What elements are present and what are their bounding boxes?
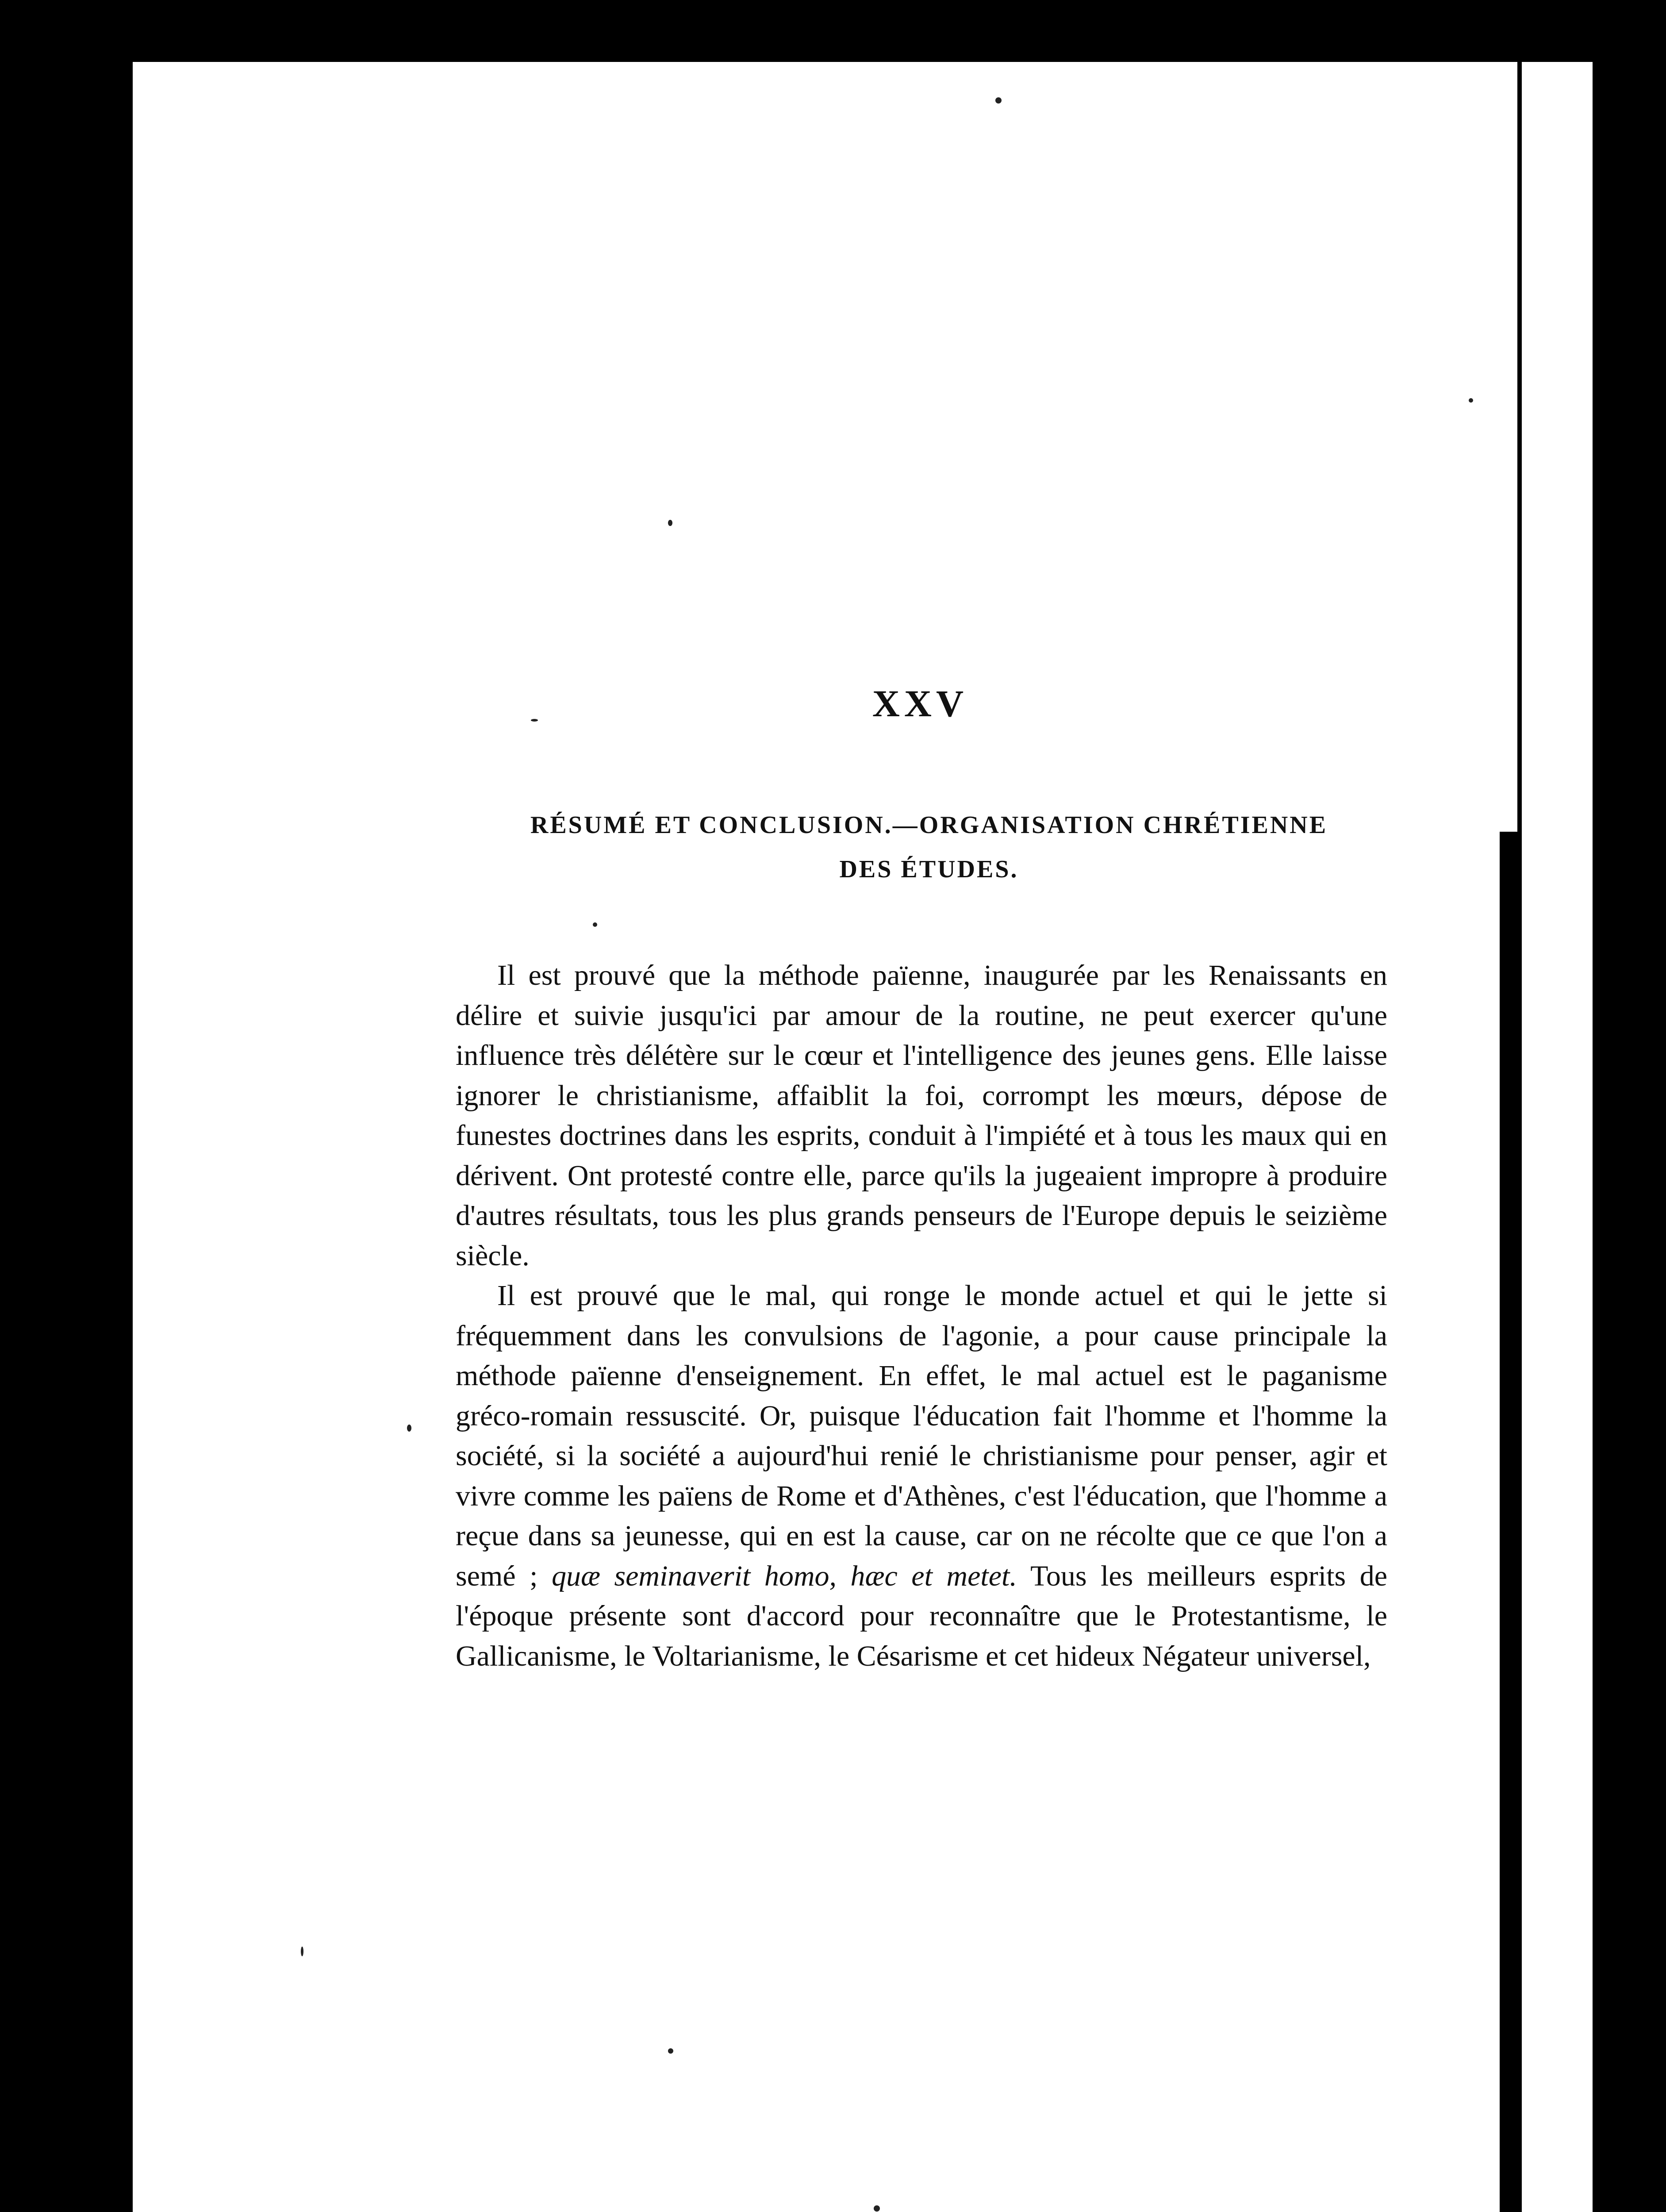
scan-speck: [301, 1947, 303, 1956]
scan-speck: [874, 2205, 880, 2212]
scan-speck: [995, 97, 1002, 104]
scan-speck: [593, 922, 597, 927]
paragraph-text: Tous les meilleurs esprits de l'époque présente sont d'accord pour reconnaître que le Protestantisme, le Gallicanisme, le Voltarianisme, le Césarisme et cet hideux Négateur universel,: [456, 1559, 1388, 1672]
scan-speck: [668, 520, 672, 526]
paragraph: Il est prouvé que la méthode païenne, inaugurée par les Renaissants en délire et suivie jusqu'ici par amour de la routine, ne peut exercer qu'une influence très délétère sur le cœur et l'intelligence des jeunes gens. Elle laisse ignorer le christianisme, affaiblit la foi, corrompt les mœurs, dépose de funestes doctrines dans les esprits, conduit à l'impiété et à tous les maux qui en dérivent. Ont protesté contre elle, parce qu'ils la jugeaient impropre à produire d'autres résultats, tous les plus grands penseurs de l'Europe depuis le seizième siècle.: [456, 959, 1387, 1272]
scan-speck: [1469, 398, 1473, 403]
page-edge-shadow: [1500, 832, 1517, 2212]
body-text: [456, 956, 1387, 1676]
chapter-title-line: RÉSUMÉ ET CONCLUSION.—ORGANISATION CHRÉTIENNE: [530, 811, 1328, 839]
scan-speck: [668, 2048, 673, 2054]
latin-quote: quæ seminaverit homo, hæc et metet.: [551, 1559, 1017, 1592]
paragraph-text: Il est prouvé que le mal, qui ronge le monde actuel et qui le jette si fréquemment dans les convulsions de l'agonie, a pour cause principale la méthode païenne d'enseignement. En effet, le mal actuel est le paganisme gréco-romain ressuscité. Or, puisque l'éducation fait l'homme et l'homme la société, si la société a aujourd'hui renié le christianisme pour penser, agir et vivre comme les païens de Rome et d'Athènes, c'est l'éducation, que l'homme a reçue dans sa jeunesse, qui en est la cause, car on ne récolte que ce que l'on a semé ;: [456, 1279, 1387, 1592]
chapter-title: [487, 803, 1371, 891]
scan-speck: [407, 1425, 411, 1432]
chapter-number: XXV: [872, 682, 968, 725]
facing-page-edge: [1522, 62, 1593, 2212]
paragraph: [456, 1276, 1387, 1676]
chapter-title-line: DES ÉTUDES.: [839, 856, 1019, 883]
